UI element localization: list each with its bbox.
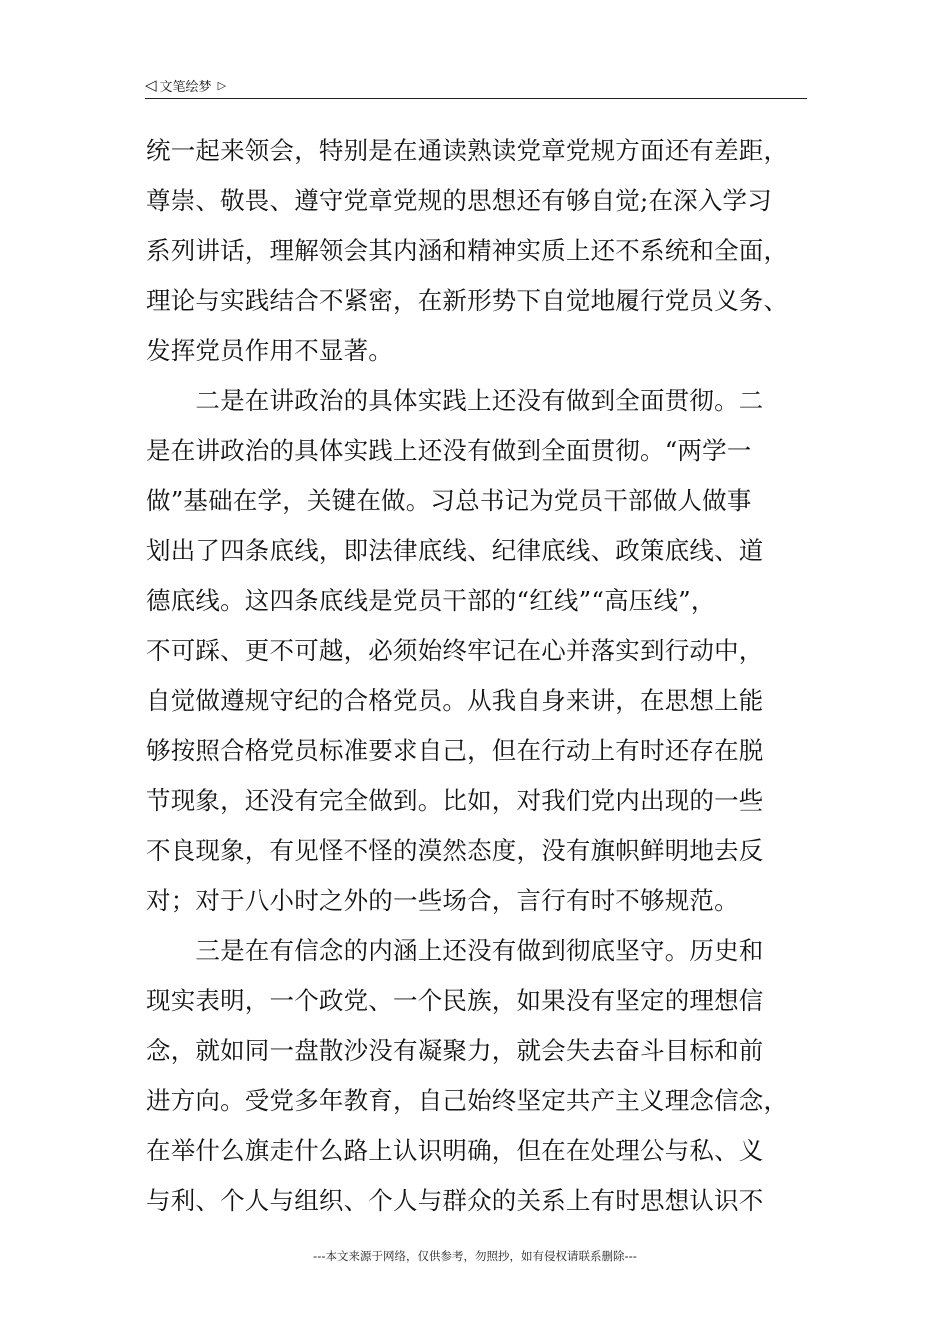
- header-rule: [145, 98, 807, 99]
- text-line: 做”基础在学，关键在做。习总书记为党员干部做人做事: [146, 486, 752, 515]
- text-line: 与利、个人与组织、个人与群众的关系上有时思想认识不: [146, 1186, 764, 1215]
- text-line: 统一起来领会，特别是在通读熟读党章党规方面还有差距，: [146, 136, 789, 165]
- triangle-right-icon: ▷: [217, 78, 227, 92]
- header-title: 文笔绘梦: [159, 79, 212, 95]
- text-line: 现实表明，一个政党、一个民族，如果没有坚定的理想信: [146, 986, 764, 1015]
- text-line: 二是在讲政治的具体实践上还没有做到全面贯彻。二: [146, 386, 764, 415]
- text-line: 进方向。受党多年教育，自己始终坚定共产主义理念信念，: [146, 1086, 789, 1115]
- text-line: 德底线。这四条底线是党员干部的“红线”“高压线”，: [146, 586, 716, 615]
- text-line: 对；对于八小时之外的一些场合，言行有时不够规范。: [146, 886, 739, 915]
- triangle-left-icon: ◁: [145, 75, 157, 94]
- text-line: 在举什么旗走什么路上认识明确，但在在处理公与私、义: [146, 1136, 764, 1165]
- text-line: 发挥党员作用不显著。: [146, 336, 393, 365]
- text-line: 自觉做遵规守纪的合格党员。从我自身来讲，在思想上能: [146, 686, 764, 715]
- text-line: 划出了四条底线，即法律底线、纪律底线、政策底线、道: [146, 536, 764, 565]
- text-line: 够按照合格党员标准要求自己，但在行动上有时还存在脱: [146, 736, 764, 765]
- document-body: [146, 126, 821, 1226]
- text-line: 念，就如同一盘散沙没有凝聚力，就会失去奋斗目标和前: [146, 1036, 764, 1065]
- text-line: 是在讲政治的具体实践上还没有做到全面贯彻。“两学一: [146, 436, 752, 465]
- text-line: 三是在有信念的内涵上还没有做到彻底坚守。历史和: [146, 936, 764, 965]
- page-footer: ---本文来源于网络，仅供参考，勿照抄，如有侵权请联系删除---: [313, 1249, 637, 1263]
- text-line: 不良现象，有见怪不怪的漠然态度，没有旗帜鲜明地去反: [146, 836, 764, 865]
- text-line: 尊崇、敬畏、遵守党章党规的思想还有够自觉;在深入学习: [146, 186, 772, 215]
- text-line: 系列讲话，理解领会其内涵和精神实质上还不系统和全面，: [146, 236, 789, 265]
- text-line: 不可踩、更不可越，必须始终牢记在心并落实到行动中，: [146, 636, 764, 665]
- page-header: [145, 72, 807, 98]
- text-line: 节现象，还没有完全做到。比如，对我们党内出现的一些: [146, 786, 764, 815]
- text-line: 理论与实践结合不紧密，在新形势下自觉地履行党员义务、: [146, 286, 789, 315]
